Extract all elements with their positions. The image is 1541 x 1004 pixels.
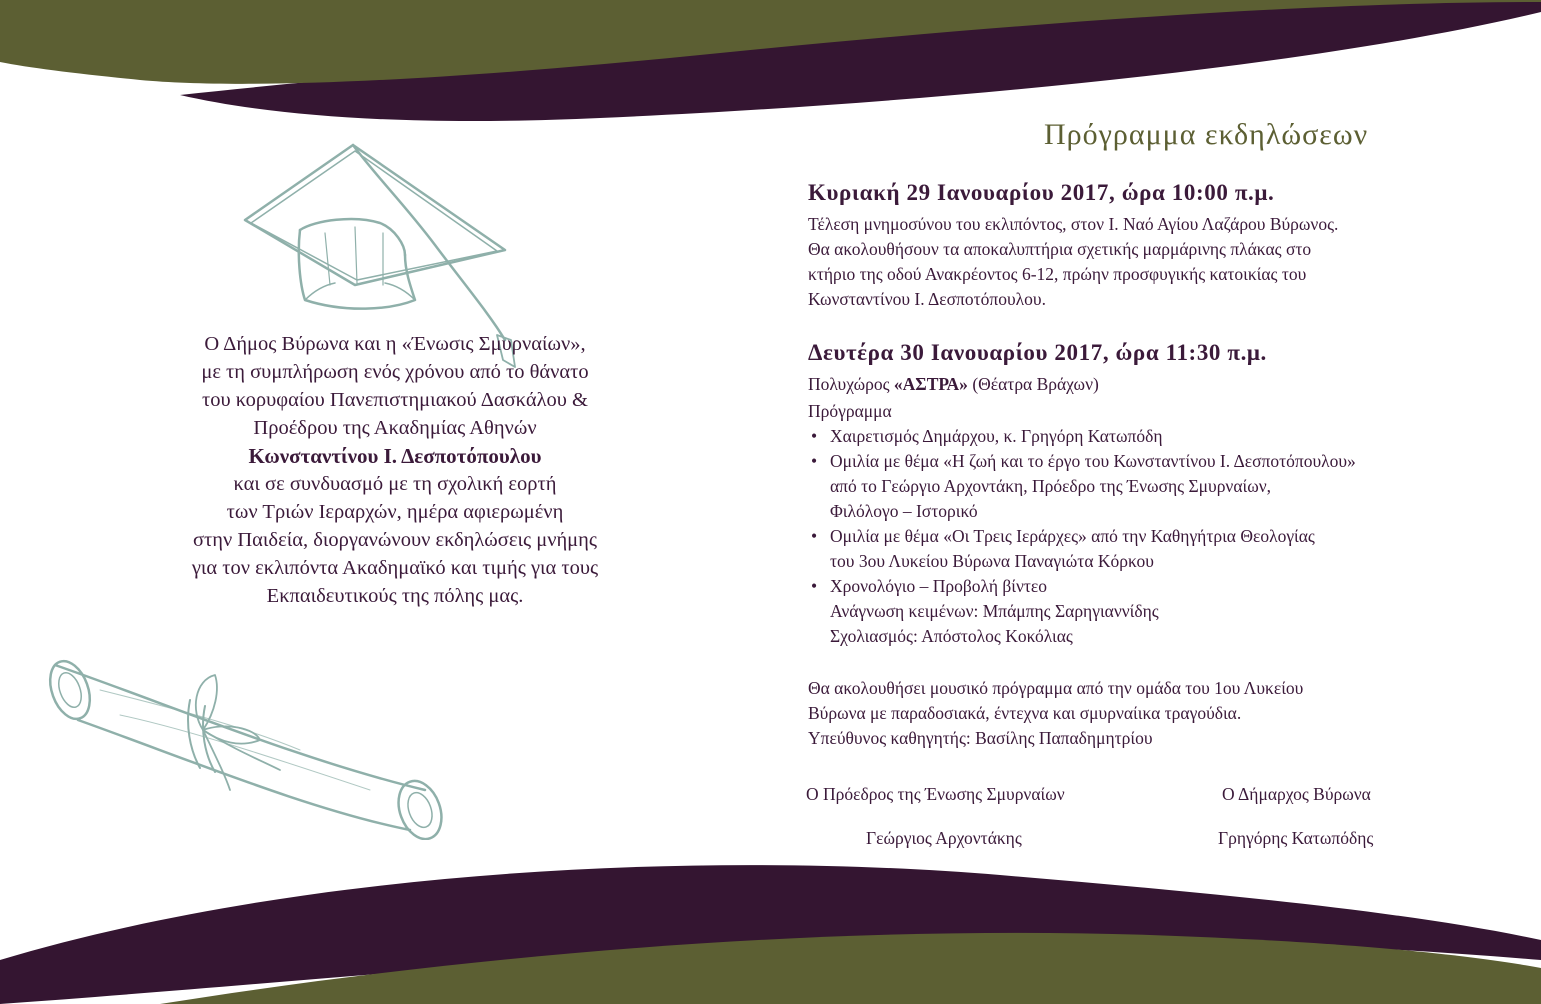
- intro-line: και σε συνδυασμό με τη σχολική εορτή: [233, 473, 557, 495]
- bullet-line: Ανάγνωση κειμένων: Μπάμπης Σαρηγιαννίδης: [830, 601, 1159, 621]
- bullet-line: του 3ου Λυκείου Βύρωνα Παναγιώτα Κόρκου: [830, 551, 1154, 571]
- event1-description: [808, 212, 1338, 312]
- intro-line: Ο Δήμος Βύρωνα και η «Ένωσις Σμυρναίων»,: [204, 333, 586, 355]
- diploma-scroll-icon: [40, 650, 450, 840]
- signature-left-title: Ο Πρόεδρος της Ένωσης Σμυρναίων: [806, 784, 1065, 804]
- program-bullets: [808, 424, 1356, 649]
- intro-line: Εκπαιδευτικούς της πόλης μας.: [266, 585, 524, 607]
- bullet-item: [808, 449, 1356, 524]
- bullet-line: Σχολιασμός: Απόστολος Κοκόλιας: [830, 626, 1073, 646]
- bullet-item: [808, 424, 1356, 449]
- intro-line: με τη συμπλήρωση ενός χρόνου από το θάνατο: [201, 361, 589, 383]
- event2-heading: Δευτέρα 30 Ιανουαρίου 2017, ώρα 11:30 π.μ.: [808, 340, 1267, 365]
- signature-right-title: Ο Δήμαρχος Βύρωνα: [1222, 784, 1371, 804]
- event1-line: κτήριο της οδού Ανακρέοντος 6-12, πρώην προσφυγικής κατοικίας του: [808, 264, 1307, 284]
- event2-venue: [808, 372, 1099, 397]
- music-line: Βύρωνα με παραδοσιακά, έντεχνα και σμυρναίικα τραγούδια.: [808, 703, 1242, 723]
- bullet-line: Ομιλία με θέμα «Η ζωή και το έργο του Κωνσταντίνου Ι. Δεσποτόπουλου»: [830, 451, 1356, 471]
- venue-suffix: (Θέατρα Βράχων): [967, 374, 1099, 394]
- venue-prefix: Πολυχώρος: [808, 374, 894, 394]
- signature-right-name: Γρηγόρης Κατωπόδης: [1218, 828, 1374, 848]
- event1-line: Τέλεση μνημοσύνου του εκλιπόντος, στον Ι. Ναό Αγίου Λαζάρου Βύρωνος.: [808, 214, 1339, 234]
- music-note: [808, 676, 1303, 751]
- bullet-dot: •: [811, 426, 818, 446]
- program-title: Πρόγραμμα εκδηλώσεων: [1044, 118, 1369, 151]
- bullet-line: Χαιρετισμός Δημάρχου, κ. Γρηγόρη Κατωπόδη: [830, 426, 1163, 446]
- intro-line: για τον εκλιπόντα Ακαδημαϊκό και τιμής για τους: [191, 557, 599, 579]
- signature-left-name: Γεώργιος Αρχοντάκης: [866, 828, 1022, 848]
- event1-heading: Κυριακή 29 Ιανουαρίου 2017, ώρα 10:00 π.μ.: [808, 180, 1275, 205]
- intro-line: των Τριών Ιεραρχών, ημέρα αφιερωμένη: [226, 501, 564, 523]
- venue-name: «ΑΣΤΡΑ»: [893, 374, 968, 394]
- bullet-line: από το Γεώργιο Αρχοντάκη, Πρόεδρο της Ένωσης Σμυρναίων,: [830, 476, 1272, 496]
- bullet-dot: •: [811, 576, 818, 596]
- intro-line: στην Παιδεία, διοργανώνουν εκδηλώσεις μνήμης: [192, 529, 598, 551]
- intro-line: του κορυφαίου Πανεπιστημιακού Δασκάλου &: [202, 389, 588, 411]
- bullet-item: [808, 524, 1356, 574]
- honoree-name: Κωνσταντίνου Ι. Δεσποτόπουλου: [248, 444, 542, 468]
- event1-line: Κωνσταντίνου Ι. Δεσποτόπουλου.: [808, 289, 1046, 309]
- bullet-dot: •: [811, 451, 818, 471]
- bullet-line: Χρονολόγιο – Προβολή βίντεο: [830, 576, 1047, 596]
- intro-line: Προέδρου της Ακαδημίας Αθηνών: [253, 417, 537, 439]
- music-line: Υπεύθυνος καθηγητής: Βασίλης Παπαδημητρίου: [808, 728, 1153, 748]
- bullet-line: Φιλόλογο – Ιστορικό: [830, 501, 978, 521]
- program-label: Πρόγραμμα: [808, 401, 892, 421]
- bullet-dot: •: [811, 526, 818, 546]
- bullet-line: Ομιλία με θέμα «Οι Τρεις Ιεράρχες» από την Καθηγήτρια Θεολογίας: [830, 526, 1315, 546]
- bullet-item: [808, 574, 1356, 649]
- event1-line: Θα ακολουθήσουν τα αποκαλυπτήρια σχετικής μαρμάρινης πλάκας στο: [808, 239, 1312, 259]
- music-line: Θα ακολουθήσει μουσικό πρόγραμμα από την ομάδα του 1ου Λυκείου: [808, 678, 1304, 698]
- intro-text: [120, 330, 670, 610]
